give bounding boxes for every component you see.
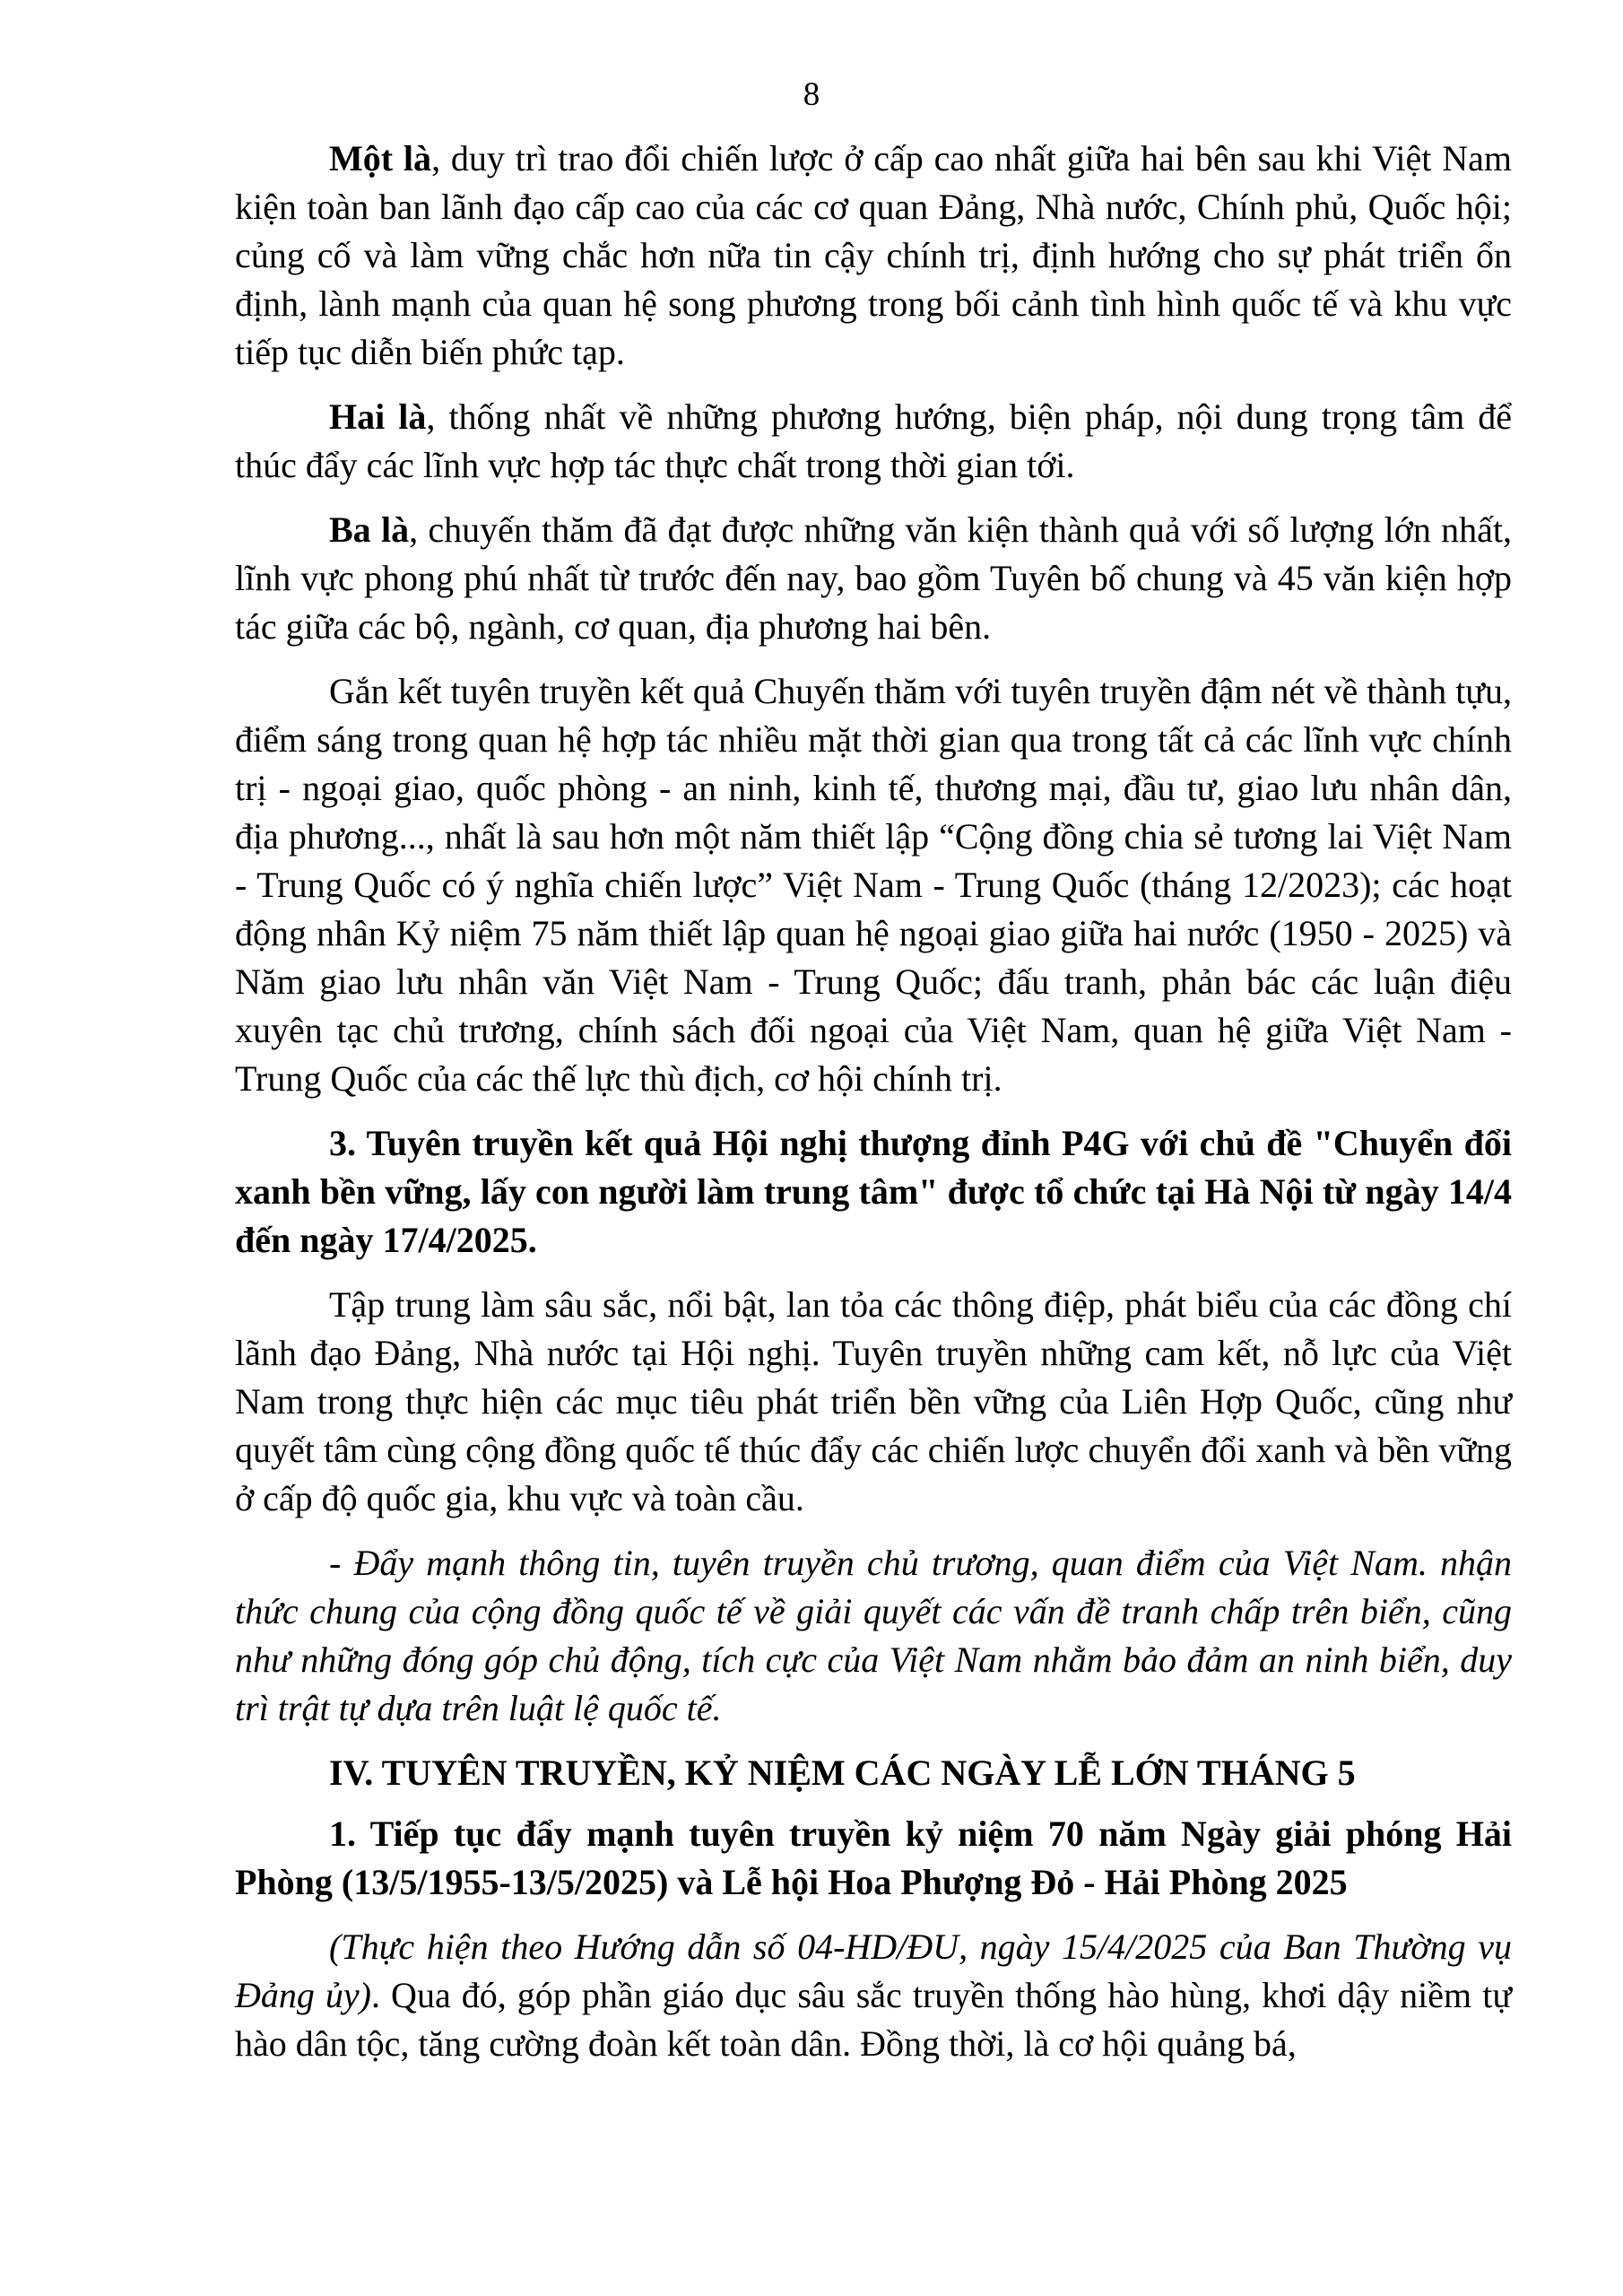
- paragraph-lead: Ba là: [329, 509, 410, 550]
- paragraph-text: , chuyến thăm đã đạt được những văn kiện thành quả với số lượng lớn nhất, lĩnh vực phong phú nhất từ trước đến nay, bao gồm Tuyên bố chung và 45 văn kiện hợp tác giữa các bộ, ngành, cơ quan, địa phương hai bên.: [235, 509, 1513, 647]
- page-number: 8: [803, 76, 820, 113]
- document-body: [235, 135, 1512, 2084]
- paragraph-mot-la: [235, 135, 1512, 377]
- paragraph-thuc-hien: [235, 1923, 1512, 2068]
- paragraph-day-manh: - Đẩy mạnh thông tin, tuyên truyền chủ trương, quan điểm của Việt Nam. nhận thức chung của cộng đồng quốc tế về giải quyết các vấn đề tranh chấp trên biển, cũng như những đóng góp chủ động, tích cực của Việt Nam nhằm bảo đảm an ninh biển, duy trì trật tự dựa trên luật lệ quốc tế.: [235, 1543, 1512, 1728]
- paragraph-ba-la: [235, 506, 1512, 651]
- paragraph-text: , thống nhất về những phương hướng, biện pháp, nội dung trọng tâm để thúc đẩy các lĩnh vực hợp tác thực chất trong thời gian tới.: [235, 396, 1512, 485]
- paragraph-italic-ref: (Thực hiện theo Hướng dẫn số 04-HD/ĐU, ngày 15/4/2025 của Ban Thường vụ Đảng ủy): [235, 1926, 1512, 2015]
- paragraph-text: . Qua đó, góp phần giáo dục sâu sắc truyền thống hào hùng, khơi dậy niềm tự hào dân tộc, tăng cường đoàn kết toàn dân. Đồng thời, là cơ hội quảng bá,: [235, 1975, 1512, 2064]
- paragraph-text: , duy trì trao đổi chiến lược ở cấp cao nhất giữa hai bên sau khi Việt Nam kiện toàn ban lãnh đạo cấp cao của các cơ quan Đảng, Nhà nước, Chính phủ, Quốc hội; củng cố và làm vững chắc hơn nữa tin cậy chính trị, định hướng cho sự phát triển ổn định, lành mạnh của quan hệ song phương trong bối cảnh tình hình quốc tế và khu vực tiếp tục diễn biến phức tạp.: [235, 138, 1513, 372]
- paragraph-tap-trung: Tập trung làm sâu sắc, nổi bật, lan tỏa các thông điệp, phát biểu của các đồng chí lãnh đạo Đảng, Nhà nước tại Hội nghị. Tuyên truyền những cam kết, nỗ lực của Việt Nam trong thực hiện các mục tiêu phát triển bền vững của Liên Hợp Quốc, cũng như quyết tâm cùng cộng đồng quốc tế thúc đẩy các chiến lược chuyển đổi xanh và bền vững ở cấp độ quốc gia, khu vực và toàn cầu.: [235, 1284, 1512, 1518]
- paragraph-lead: Một là: [329, 138, 432, 178]
- section-heading-iv: IV. TUYÊN TRUYỀN, KỶ NIỆM CÁC NGÀY LỄ LỚN THÁNG 5: [329, 1752, 1356, 1793]
- paragraph-hai-la: [235, 393, 1512, 490]
- paragraph-lead: Hai là: [329, 396, 427, 437]
- paragraph-gan-ket: Gắn kết tuyên truyền kết quả Chuyến thăm với tuyên truyền đậm nét về thành tựu, điểm sáng trong quan hệ hợp tác nhiều mặt thời gian qua trong tất cả các lĩnh vực chính trị - ngoại giao, quốc phòng - an ninh, kinh tế, thương mại, đầu tư, giao lưu nhân dân, địa phương..., nhất là sau hơn một năm thiết lập “Cộng đồng chia sẻ tương lai Việt Nam - Trung Quốc có ý nghĩa chiến lược” Việt Nam - Trung Quốc (tháng 12/2023); các hoạt động nhân Kỷ niệm 75 năm thiết lập quan hệ ngoại giao giữa hai nước (1950 - 2025) và Năm giao lưu nhân văn Việt Nam - Trung Quốc; đấu tranh, phản bác các luận điệu xuyên tạc chủ trương, chính sách đối ngoại của Việt Nam, quan hệ giữa Việt Nam - Trung Quốc của các thế lực thù địch, cơ hội chính trị.: [235, 671, 1512, 1099]
- section-heading-iv-1: 1. Tiếp tục đẩy mạnh tuyên truyền kỷ niệm 70 năm Ngày giải phóng Hải Phòng (13/5/1955-13/5/2025) và Lễ hội Hoa Phượng Đỏ - Hải Phòng 2025: [235, 1813, 1512, 1902]
- section-heading-3: 3. Tuyên truyền kết quả Hội nghị thượng đỉnh P4G với chủ đề "Chuyển đổi xanh bền vững, lấy con người làm trung tâm" được tổ chức tại Hà Nội từ ngày 14/4 đến ngày 17/4/2025.: [235, 1123, 1512, 1260]
